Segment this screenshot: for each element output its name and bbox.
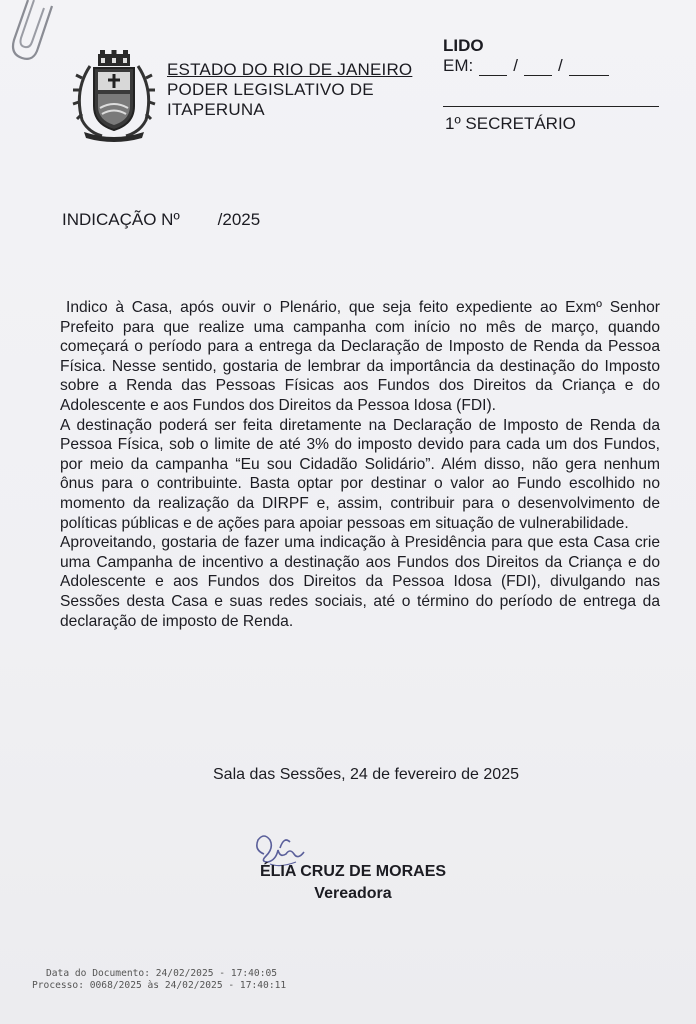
footer-process: Processo: 0068/2025 às 24/02/2025 - 17:40:11 bbox=[32, 980, 287, 991]
signer-role: Vereadora bbox=[314, 885, 392, 902]
signer-block bbox=[0, 861, 696, 905]
org-city-name: ITAPERUNA bbox=[167, 100, 265, 119]
secretary-label: 1º SECRETÁRIO bbox=[445, 114, 576, 133]
body-paragraph-2: A destinação poderá ser feita diretamente na Declaração de Imposto de Renda da Pessoa Física, sob o limite de até 3% do imposto devido para cada um dos Fundos, por meio da campanha “Eu sou Cidadão Solidário”. Além disso, não gera nenhum ônus para o contribuinte. Basta optar por destinar o valor ao Fundo escolhido no momento da realização da DIRPF e, assim, contribuir para o desenvolvimento de políticas públicas e de ações para apoiar pessoas em situação de vulnerabilidade. bbox=[60, 416, 660, 532]
date-separator: / bbox=[513, 56, 518, 75]
body-paragraph-1: Indico à Casa, após ouvir o Plenário, que seja feito expediente ao Exmº Senhor Prefeito para que realize uma campanha com início no mês de março, quando começará o período para a entrega da Declaração de Imposto de Renda da Pessoa Física. Nesse sentido, gostaria de lembrar da importância da destinação do Imposto sobre a Renda das Pessoas Físicas aos Fundos dos Direitos da Criança e do Adolescente e aos Fundos dos Direitos da Pessoa Idosa (FDI). bbox=[60, 299, 660, 414]
reading-date-line bbox=[443, 56, 609, 76]
month-blank bbox=[524, 59, 552, 76]
place-date: Sala das Sessões, 24 de fevereiro de 2025 bbox=[213, 766, 519, 783]
document-body bbox=[60, 298, 660, 631]
indicacao-title bbox=[62, 210, 260, 230]
indicacao-number: /2025 bbox=[217, 210, 261, 229]
document-footer bbox=[32, 968, 286, 992]
org-power-name: PODER LEGISLATIVO DE bbox=[167, 80, 374, 99]
body-paragraph-3: Aproveitando, gostaria de fazer uma indicação à Presidência para que esta Casa crie uma Campanha de incentivo a destinação aos Fundos dos Direitos da Criança e do Adolescente e aos Fundos dos Direitos da Pessoa Idosa (FDI), divulgando nas Sessões desta Casa e suas redes sociais, até o término do período de entrega da declaração de imposto de Renda. bbox=[60, 534, 660, 630]
indicacao-label: INDICAÇÃO Nº bbox=[62, 210, 180, 229]
reading-stamp bbox=[443, 36, 609, 76]
year-blank bbox=[569, 59, 609, 76]
lido-label: LIDO bbox=[443, 36, 484, 55]
signer-name: ÉLIA CRUZ DE MORAES bbox=[259, 863, 447, 880]
date-separator: / bbox=[557, 56, 563, 75]
em-label: EM: bbox=[443, 56, 474, 75]
organization-header bbox=[167, 60, 412, 120]
paper-clip-icon bbox=[8, 0, 58, 66]
coat-of-arms-icon bbox=[72, 50, 156, 142]
secretary-signature-line bbox=[443, 106, 659, 107]
org-state-name: ESTADO DO RIO DE JANEIRO bbox=[167, 60, 413, 79]
footer-document-date: Data do Documento: 24/02/2025 - 17:40:05 bbox=[46, 968, 278, 979]
day-blank bbox=[479, 59, 507, 76]
